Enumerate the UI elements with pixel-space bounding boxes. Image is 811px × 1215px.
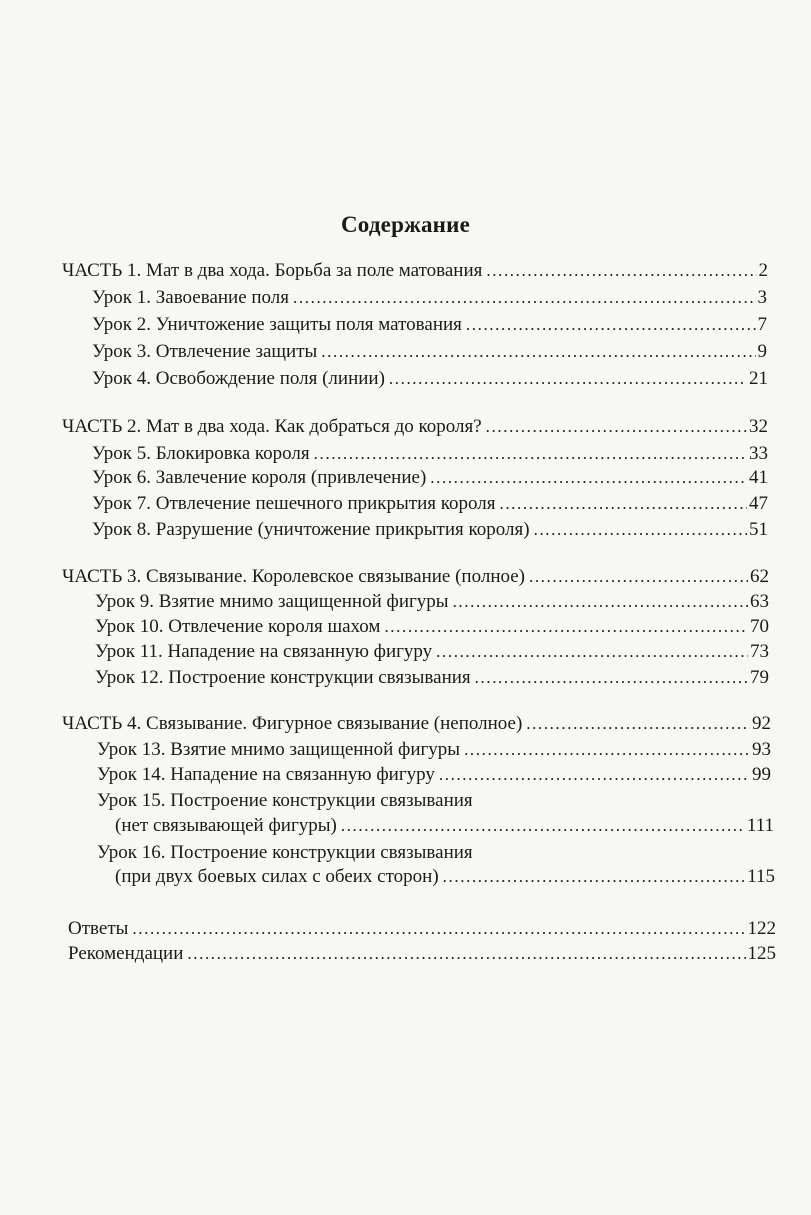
toc-lesson-9[interactable] bbox=[95, 589, 769, 615]
page-number: 32 bbox=[749, 416, 768, 437]
toc-lesson-16-title[interactable]: Урок 16. Построение конструкции связывания bbox=[97, 842, 473, 863]
page-number: 2 bbox=[758, 260, 768, 281]
lesson-title: Урок 9. Взятие мнимо защищенной фигуры bbox=[95, 591, 449, 612]
page-number: 63 bbox=[750, 591, 769, 612]
toc-part-1[interactable] bbox=[62, 258, 768, 284]
leader-dots bbox=[321, 339, 755, 365]
page-number: 115 bbox=[747, 866, 775, 887]
toc-lesson-12[interactable] bbox=[95, 665, 769, 691]
part-heading: ЧАСТЬ 2. Мат в два хода. Как добраться до короля? bbox=[62, 416, 482, 437]
part-heading: ЧАСТЬ 4. Связывание. Фигурное связывание (неполное) bbox=[62, 713, 523, 734]
toc-recommendations[interactable] bbox=[68, 941, 776, 967]
leader-dots bbox=[314, 441, 747, 467]
back-matter-title: Рекомендации bbox=[68, 943, 184, 964]
back-matter-title: Ответы bbox=[68, 918, 129, 939]
lesson-title: Урок 12. Построение конструкции связывания bbox=[95, 667, 471, 688]
lesson-title: Урок 10. Отвлечение короля шахом bbox=[95, 616, 381, 637]
leader-dots bbox=[439, 762, 750, 788]
leader-dots bbox=[384, 614, 748, 640]
page-number: 62 bbox=[750, 566, 769, 587]
toc-lesson-13[interactable] bbox=[97, 737, 771, 763]
lesson-title-continuation: (при двух боевых силах с обеих сторон) bbox=[115, 866, 439, 887]
lesson-title: Урок 6. Завлечение короля (привлечение) bbox=[92, 467, 427, 488]
page-number: 21 bbox=[749, 368, 768, 389]
toc-lesson-3[interactable] bbox=[92, 339, 767, 365]
leader-dots bbox=[453, 589, 748, 615]
lesson-title: Урок 7. Отвлечение пешечного прикрытия короля bbox=[92, 493, 496, 514]
leader-dots bbox=[475, 665, 748, 691]
lesson-title: Урок 2. Уничтожение защиты поля матования bbox=[92, 314, 462, 335]
leader-dots bbox=[341, 813, 745, 839]
toc-part-3[interactable] bbox=[62, 564, 769, 590]
toc-lesson-8[interactable] bbox=[92, 517, 768, 543]
toc-lesson-11[interactable] bbox=[95, 639, 769, 665]
page-number: 73 bbox=[750, 641, 769, 662]
toc-lesson-16[interactable] bbox=[115, 864, 775, 890]
toc-lesson-6[interactable] bbox=[92, 465, 768, 491]
leader-dots bbox=[499, 491, 747, 517]
page-number: 47 bbox=[749, 493, 768, 514]
leader-dots bbox=[486, 414, 747, 440]
toc-part-4[interactable] bbox=[62, 711, 771, 737]
page-number: 41 bbox=[749, 467, 768, 488]
lesson-title: Урок 14. Нападение на связанную фигуру bbox=[97, 764, 435, 785]
toc-lesson-15-title[interactable]: Урок 15. Построение конструкции связывания bbox=[97, 790, 473, 811]
lesson-title: Урок 8. Разрушение (уничтожение прикрытия короля) bbox=[92, 519, 530, 540]
page-number: 70 bbox=[750, 616, 769, 637]
leader-dots bbox=[187, 941, 745, 967]
toc-lesson-1[interactable] bbox=[92, 285, 767, 311]
leader-dots bbox=[436, 639, 748, 665]
page-number: 92 bbox=[752, 713, 771, 734]
toc-lesson-2[interactable] bbox=[92, 312, 767, 338]
page-number: 7 bbox=[757, 314, 767, 335]
toc-answers[interactable] bbox=[68, 916, 776, 942]
page-number: 111 bbox=[746, 815, 774, 836]
part-heading: ЧАСТЬ 1. Мат в два хода. Борьба за поле матования bbox=[62, 260, 483, 281]
lesson-title: Урок 13. Взятие мнимо защищенной фигуры bbox=[97, 739, 461, 760]
toc-lesson-5[interactable] bbox=[92, 441, 768, 467]
lesson-title: Урок 5. Блокировка короля bbox=[92, 443, 310, 464]
leader-dots bbox=[132, 916, 745, 942]
lesson-title: Урок 1. Завоевание поля bbox=[92, 287, 290, 308]
toc-lesson-7[interactable] bbox=[92, 491, 768, 517]
page-number: 3 bbox=[757, 287, 767, 308]
page-number: 122 bbox=[747, 918, 776, 939]
page-number: 125 bbox=[747, 943, 776, 964]
page-number: 93 bbox=[752, 739, 771, 760]
leader-dots bbox=[464, 737, 750, 763]
toc-lesson-4[interactable] bbox=[92, 366, 768, 392]
page-number: 9 bbox=[757, 341, 767, 362]
lesson-title: Урок 3. Отвлечение защиты bbox=[92, 341, 318, 362]
toc-lesson-14[interactable] bbox=[97, 762, 771, 788]
leader-dots bbox=[430, 465, 747, 491]
leader-dots bbox=[466, 312, 756, 338]
page-number: 79 bbox=[750, 667, 769, 688]
lesson-title: Урок 11. Нападение на связанную фигуру bbox=[95, 641, 433, 662]
leader-dots bbox=[486, 258, 756, 284]
page-title: Содержание bbox=[341, 212, 470, 237]
toc-lesson-10[interactable] bbox=[95, 614, 769, 640]
leader-dots bbox=[529, 564, 748, 590]
leader-dots bbox=[389, 366, 747, 392]
leader-dots bbox=[534, 517, 747, 543]
leader-dots bbox=[293, 285, 755, 311]
lesson-title: Урок 4. Освобождение поля (линии) bbox=[92, 368, 385, 389]
toc-part-2[interactable] bbox=[62, 414, 768, 440]
page-number: 33 bbox=[749, 443, 768, 464]
leader-dots bbox=[526, 711, 750, 737]
page-number: 51 bbox=[749, 519, 768, 540]
lesson-title-continuation: (нет связывающей фигуры) bbox=[115, 815, 337, 836]
page-number: 99 bbox=[752, 764, 771, 785]
toc-lesson-15[interactable] bbox=[115, 813, 774, 839]
part-heading: ЧАСТЬ 3. Связывание. Королевское связывание (полное) bbox=[62, 566, 525, 587]
leader-dots bbox=[443, 864, 746, 890]
